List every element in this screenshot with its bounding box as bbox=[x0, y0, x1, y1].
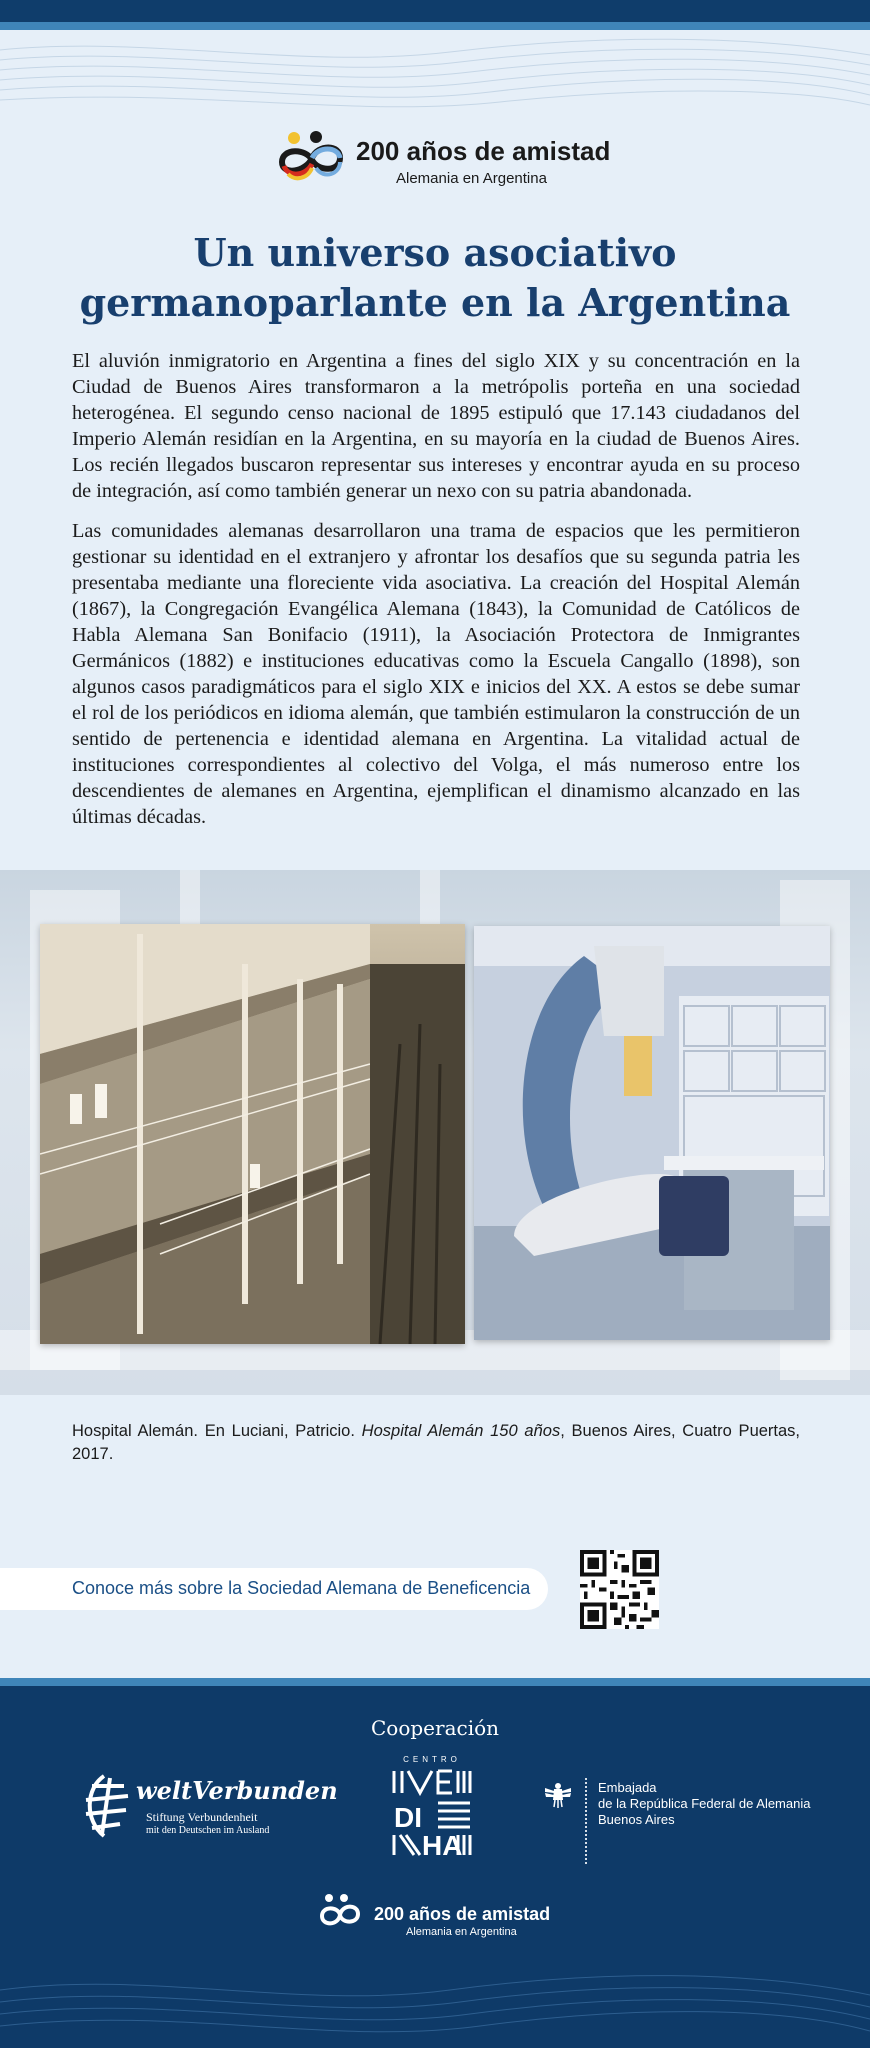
embassy-divider bbox=[585, 1778, 587, 1864]
embassy-line3: Buenos Aires bbox=[598, 1812, 675, 1827]
weltverbunden-line1: Stiftung Verbundenheit bbox=[146, 1810, 258, 1824]
footer-logo-subtitle: Alemania en Argentina bbox=[406, 1926, 517, 1938]
centro-word-ha: HA bbox=[422, 1830, 463, 1857]
decorative-waves-top bbox=[0, 30, 870, 120]
more-info-link-label: Conoce más sobre la Sociedad Alemana de Beneficencia bbox=[72, 1578, 531, 1598]
logo-200-anos-de-amistad bbox=[276, 124, 611, 194]
friendship-infinity-icon bbox=[276, 128, 346, 184]
qr-code[interactable] bbox=[580, 1550, 659, 1629]
federal-eagle-icon bbox=[543, 1780, 573, 1810]
caption-prefix: Hospital Alemán. En Luciani, Patricio. bbox=[72, 1422, 362, 1440]
embassy-line1: Embajada bbox=[598, 1780, 657, 1795]
logo-title: 200 años de amistad bbox=[356, 136, 611, 166]
historic-hospital-photo bbox=[40, 924, 465, 1344]
embassy-line2: de la República Federal de Alemania bbox=[598, 1796, 811, 1811]
footer-logo-200-anos bbox=[318, 1890, 578, 1940]
centro-diha-logo bbox=[390, 1755, 474, 1860]
decorative-waves-bottom bbox=[0, 1960, 870, 2048]
caption-suffix: , Buenos Aires, Cuatro Puertas, 2017. bbox=[72, 1422, 801, 1463]
german-embassy-logo bbox=[543, 1776, 823, 1866]
more-info-link[interactable] bbox=[0, 1568, 548, 1610]
centro-label: CENTRO bbox=[403, 1755, 461, 1764]
footer-logo-title: 200 años de amistad bbox=[374, 1904, 551, 1924]
cooperation-label: Cooperación bbox=[370, 1716, 500, 1740]
photo-caption bbox=[72, 1420, 800, 1466]
caption-book-title: Hospital Alemán 150 años bbox=[361, 1422, 561, 1440]
globe-hatch-icon bbox=[80, 1772, 132, 1840]
weltverbunden-line2: mit den Deutschen im Ausland bbox=[146, 1825, 270, 1836]
top-navy-bar bbox=[0, 0, 870, 22]
modern-angiography-room-photo bbox=[474, 926, 830, 1340]
footer-blue-stripe bbox=[0, 1678, 870, 1686]
centro-diha-mark bbox=[392, 1769, 472, 1857]
paragraph-1: El aluvión inmigratorio en Argentina a fines del siglo XIX y su concentración en la Ciudad de Buenos Aires transformaron a la metrópolis porteña en una sociedad heterogénea. El segundo censo nacional de 1895 estipuló que 17.143 ciudadanos del Imperio Alemán residían en la Argentina, en su mayoría en la ciudad de Buenos Aires. Los recién llegados buscaron representar sus intereses y encontrar ayuda en su proceso de integración, así como también generar un nexo con su patria abandonada. bbox=[72, 350, 800, 502]
weltverbunden-logo bbox=[80, 1770, 338, 1842]
logo-subtitle: Alemania en Argentina bbox=[396, 170, 547, 187]
weltverbunden-name: weltVerbunden bbox=[136, 1776, 338, 1805]
page-title: Un universo asociativo germanoparlante en la Argentina bbox=[79, 230, 791, 325]
friendship-infinity-icon-white bbox=[318, 1892, 362, 1930]
paragraph-2: Las comunidades alemanas desarrollaron una trama de espacios que les permitieron gestionar su identidad en el extranjero y afrontar los desafíos que su segunda patria les presentaba mediante una floreciente vida asociativa. La creación del Hospital Alemán (1867), la Congregación Evangélica Alemana (1843), la Comunidad de Católicos de Habla Alemana San Bonifacio (1911), la Asociación Protectora de Inmigrantes Germánicos (1882) e instituciones educativas como la Escuela Cangallo (1898), son algunos casos paradigmáticos para el siglo XIX e inicios del XX. A estos se debe sumar el rol de los periódicos en idioma alemán, que también estimularon la construcción de un sentido de pertenencia e identidad alemana en Argentina. La vitalidad actual de instituciones correspondientes al colectivo del Volga, el más numeroso entre los descendientes de alemanes en Argentina, ejemplifican el dinamismo alcanzado en las últimas décadas. bbox=[72, 520, 800, 828]
centro-word-di: DI bbox=[394, 1802, 422, 1833]
top-blue-stripe bbox=[0, 22, 870, 30]
